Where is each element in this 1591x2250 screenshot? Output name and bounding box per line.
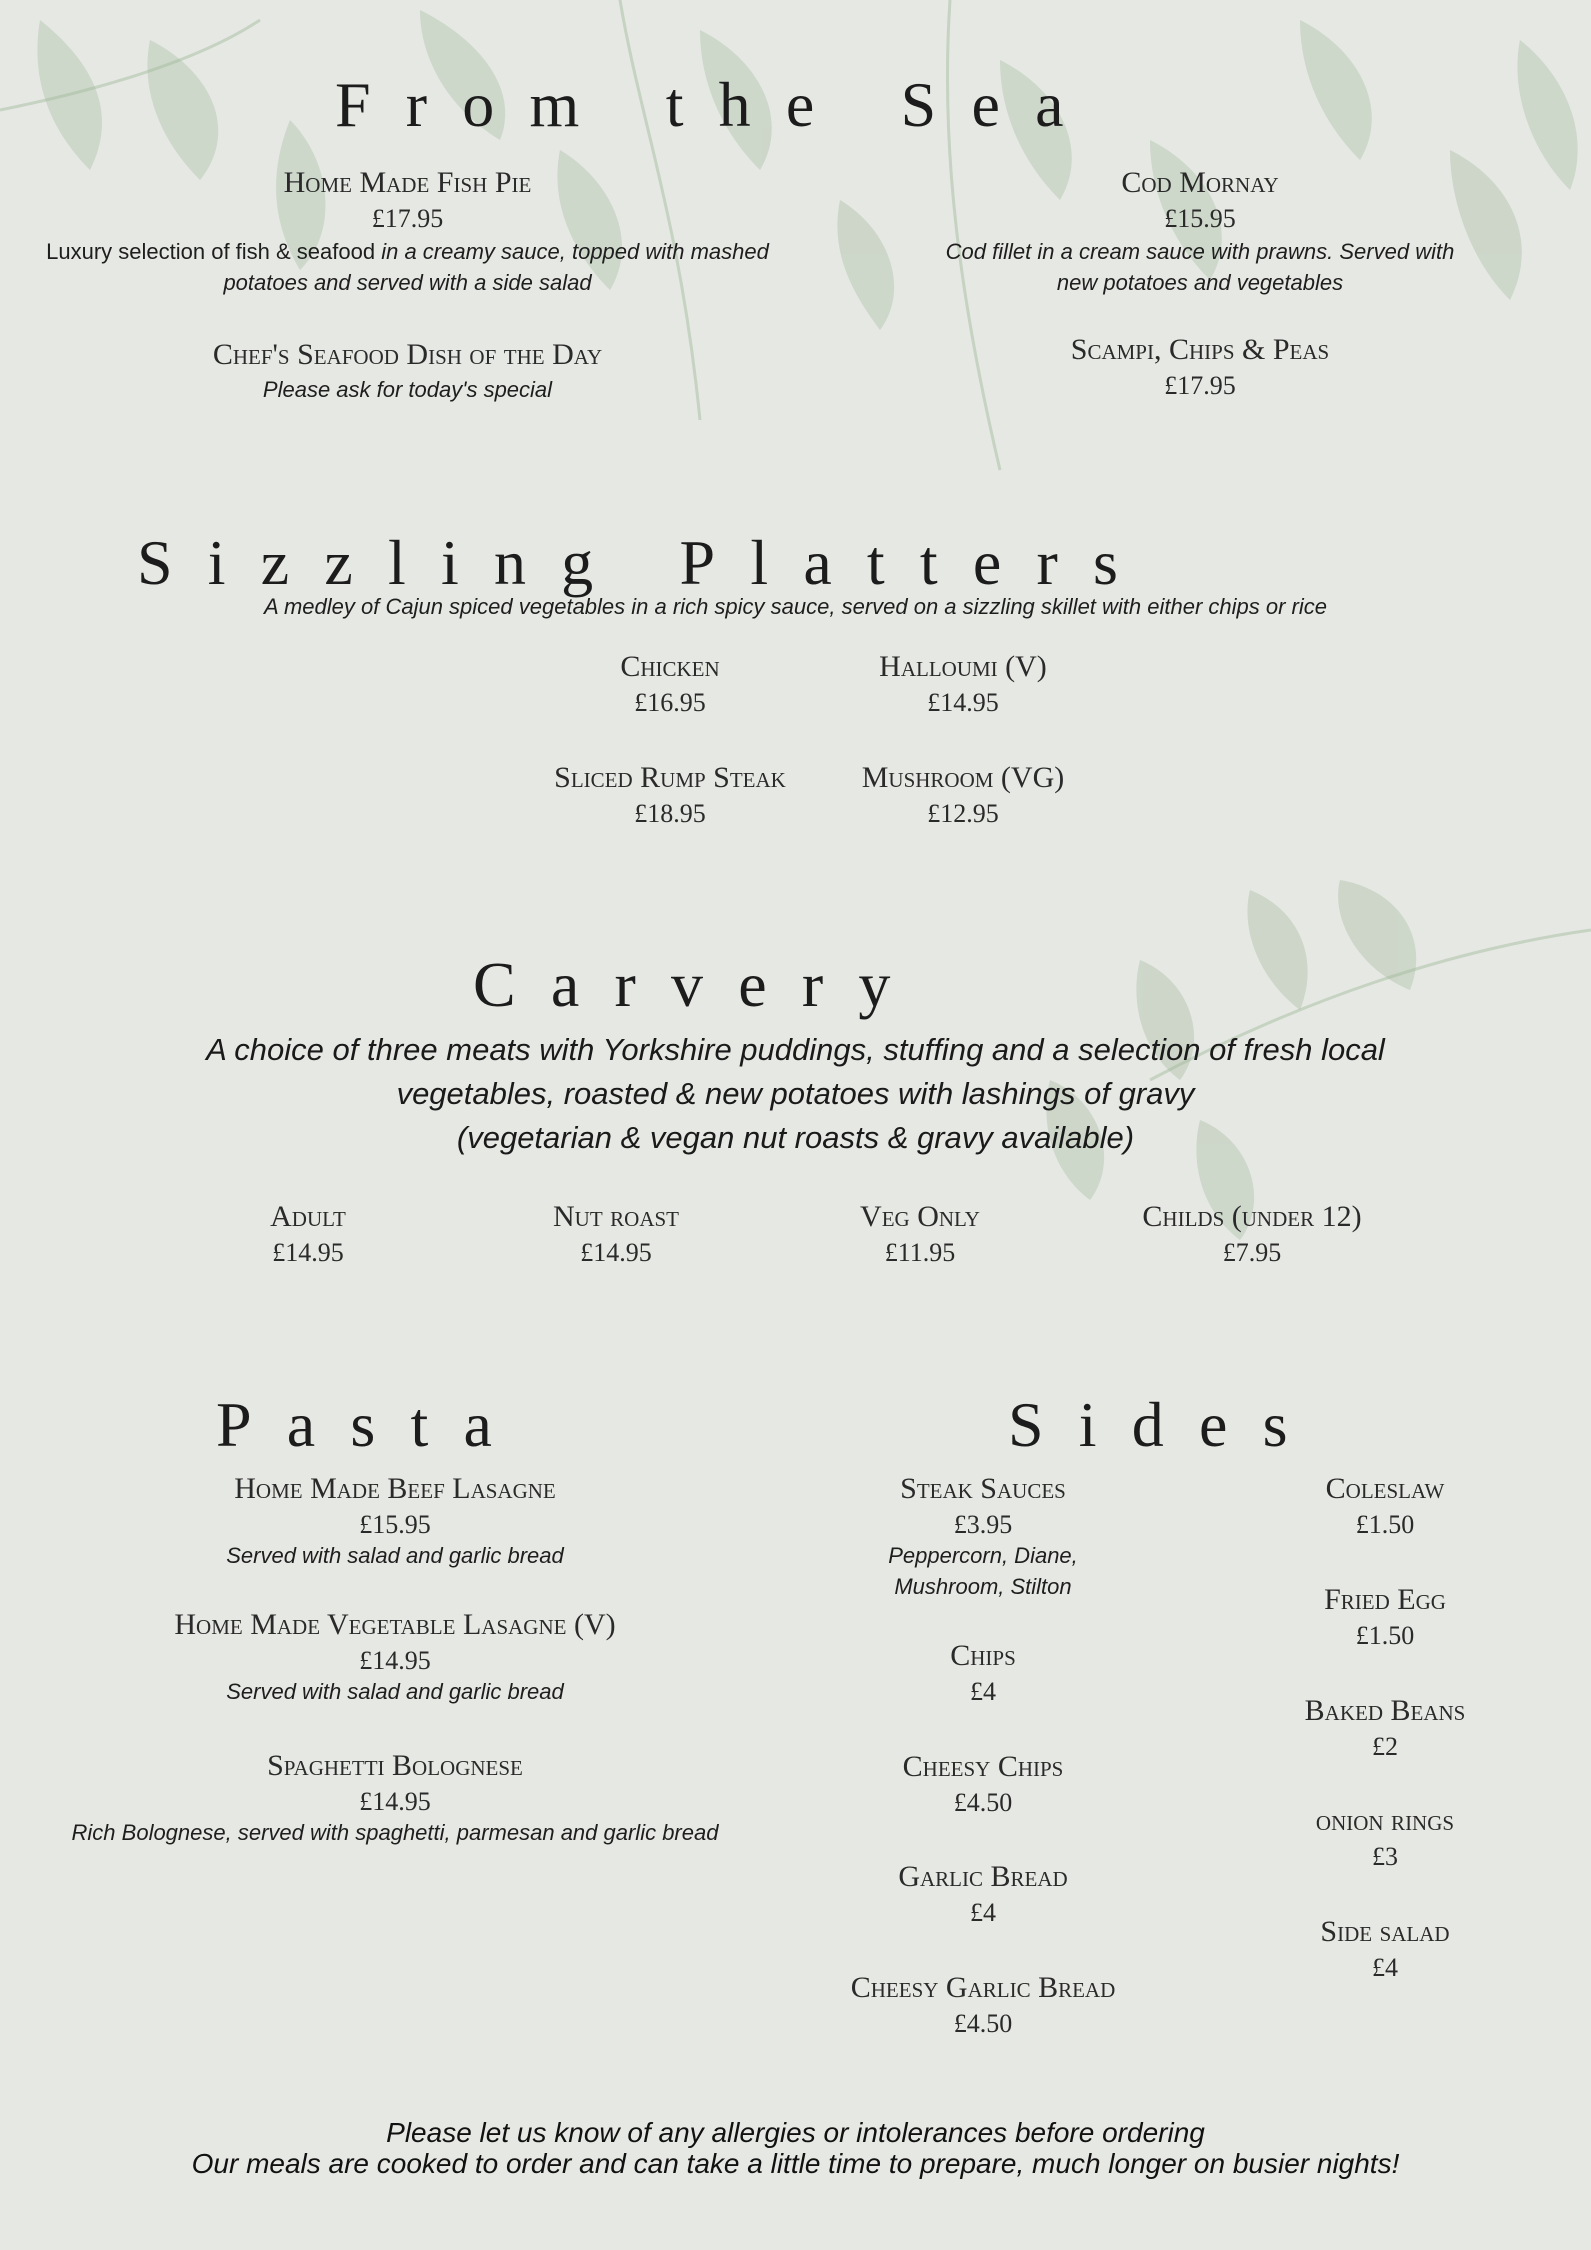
item-name: Home Made Beef Lasagne [234, 1472, 556, 1505]
menu-item-cod-mornay [935, 166, 1465, 298]
item-name: Scampi, Chips & Peas [1070, 333, 1330, 366]
section-title-sides: Sides [1008, 1389, 1323, 1460]
section-title-sea: From the Sea [335, 69, 1099, 140]
side-item-side-salad [1255, 1915, 1515, 1983]
item-price: £14.95 [359, 1787, 431, 1816]
item-price: £17.95 [1164, 371, 1236, 400]
item-name: Cod Mornay [1121, 166, 1279, 199]
item-description: Peppercorn, Diane, Mushroom, Stilton [888, 1543, 1078, 1599]
item-description: Served with salad and garlic bread [226, 1543, 564, 1568]
item-name: Chef's Seafood Dish of the Day [212, 338, 603, 371]
menu-item-mushroom [813, 761, 1113, 829]
carvery-description [0, 1028, 1591, 1160]
platters-intro: A medley of Cajun spiced vegetables in a rich spicy sauce, served on a sizzling skillet with either chips or rice [263, 594, 1327, 619]
side-item-onion-rings [1255, 1804, 1515, 1872]
side-item-coleslaw [1255, 1472, 1515, 1540]
item-price: £3.95 [953, 1510, 1013, 1539]
item-name: Cheesy Garlic Bread [850, 1971, 1116, 2004]
item-name: Home Made Fish Pie [283, 166, 532, 199]
side-item-baked-beans [1255, 1694, 1515, 1762]
item-name: Sliced Rump Steak [554, 761, 786, 794]
menu-item-chicken [520, 650, 820, 718]
menu-item-spaghetti [40, 1749, 750, 1848]
item-price: £16.95 [634, 688, 706, 717]
footer-notice [0, 2117, 1591, 2179]
item-name: Home Made Vegetable Lasagne (V) [174, 1608, 616, 1641]
item-name: Halloumi (V) [879, 650, 1047, 683]
item-name: Coleslaw [1325, 1472, 1445, 1505]
menu-item-chef-special [40, 338, 775, 405]
item-name: Veg Only [860, 1200, 980, 1233]
item-name: Chicken [620, 650, 720, 683]
item-name: Cheesy Chips [902, 1750, 1064, 1783]
item-price: £18.95 [634, 799, 706, 828]
cooking-notice: Our meals are cooked to order and can take a little time to prepare, much longer on busier nights! [191, 2148, 1400, 2179]
item-price: £3 [1372, 1842, 1398, 1871]
item-name: Baked Beans [1304, 1694, 1466, 1727]
item-price: £4 [970, 1677, 996, 1706]
menu-item-veg-lasagne [40, 1608, 750, 1707]
item-name: Mushroom (VG) [861, 761, 1065, 794]
item-name: onion rings [1315, 1804, 1455, 1837]
item-price: £14.95 [359, 1646, 431, 1675]
menu-item-halloumi [813, 650, 1113, 718]
item-price: £7.95 [1222, 1238, 1282, 1267]
item-description: Served with salad and garlic bread [226, 1679, 564, 1704]
item-price: £14.95 [927, 688, 999, 717]
carvery-line-3: (vegetarian & vegan nut roasts & gravy available) [456, 1120, 1135, 1155]
item-name: Garlic Bread [898, 1860, 1068, 1893]
section-title-platters: Sizzling Platters [137, 527, 1154, 598]
item-price: £1.50 [1355, 1510, 1415, 1539]
menu-item-beef-lasagne [40, 1472, 750, 1571]
item-price: £1.50 [1355, 1621, 1415, 1650]
item-name: Nut roast [552, 1200, 679, 1233]
item-price: £4 [1372, 1953, 1398, 1982]
item-price: £4.50 [953, 1788, 1013, 1817]
item-price: £4 [970, 1898, 996, 1927]
carvery-line-2: vegetables, roasted & new potatoes with lashings of gravy [396, 1076, 1195, 1111]
item-price: £14.95 [272, 1238, 344, 1267]
side-item-garlic-bread [833, 1860, 1133, 1928]
item-price: £14.95 [580, 1238, 652, 1267]
item-description: Please ask for today's special [262, 377, 553, 402]
side-item-chips [833, 1639, 1133, 1707]
item-name: Chips [950, 1639, 1016, 1672]
menu-item-veg-only [800, 1200, 1040, 1268]
item-name: Side salad [1320, 1915, 1450, 1948]
item-price: £15.95 [359, 1510, 431, 1539]
description-italic: in a creamy sauce, topped with mashed potatoes and served with a side salad [223, 239, 769, 295]
item-name: Steak Sauces [900, 1472, 1066, 1505]
menu-item-fish-pie [40, 166, 775, 298]
item-price: £12.95 [927, 799, 999, 828]
item-price: £11.95 [884, 1238, 956, 1267]
menu-item-childs [1102, 1200, 1402, 1268]
section-title-pasta: Pasta [216, 1389, 528, 1460]
carvery-line-1: A choice of three meats with Yorkshire puddings, stuffing and a selection of fresh local [206, 1032, 1385, 1067]
side-item-fried-egg [1255, 1583, 1515, 1651]
item-name: Childs (under 12) [1142, 1200, 1362, 1233]
item-name: Spaghetti Bolognese [267, 1749, 523, 1782]
item-description [40, 236, 775, 298]
item-price: £4.50 [953, 2009, 1013, 2038]
item-price: £15.95 [1164, 204, 1236, 233]
item-price: £17.95 [371, 204, 444, 233]
allergy-notice: Please let us know of any allergies or intolerances before ordering [386, 2117, 1205, 2148]
side-item-cheesy-chips [833, 1750, 1133, 1818]
item-description: Cod fillet in a cream sauce with prawns. Served with new potatoes and vegetables [945, 239, 1455, 295]
item-name: Adult [270, 1200, 346, 1233]
menu-item-nut-roast [496, 1200, 736, 1268]
item-name: Fried Egg [1324, 1583, 1446, 1616]
side-item-cheesy-garlic-bread [803, 1971, 1163, 2039]
menu-item-adult [188, 1200, 428, 1268]
description-plain: Luxury selection of fish & seafood [46, 239, 382, 264]
section-title-carvery: Carvery [473, 949, 926, 1020]
item-price: £2 [1372, 1732, 1398, 1761]
item-description: Rich Bolognese, served with spaghetti, parmesan and garlic bread [71, 1820, 719, 1845]
menu-item-rump-steak [520, 761, 820, 829]
side-item-steak-sauces [833, 1472, 1133, 1602]
menu-item-scampi [935, 333, 1465, 401]
